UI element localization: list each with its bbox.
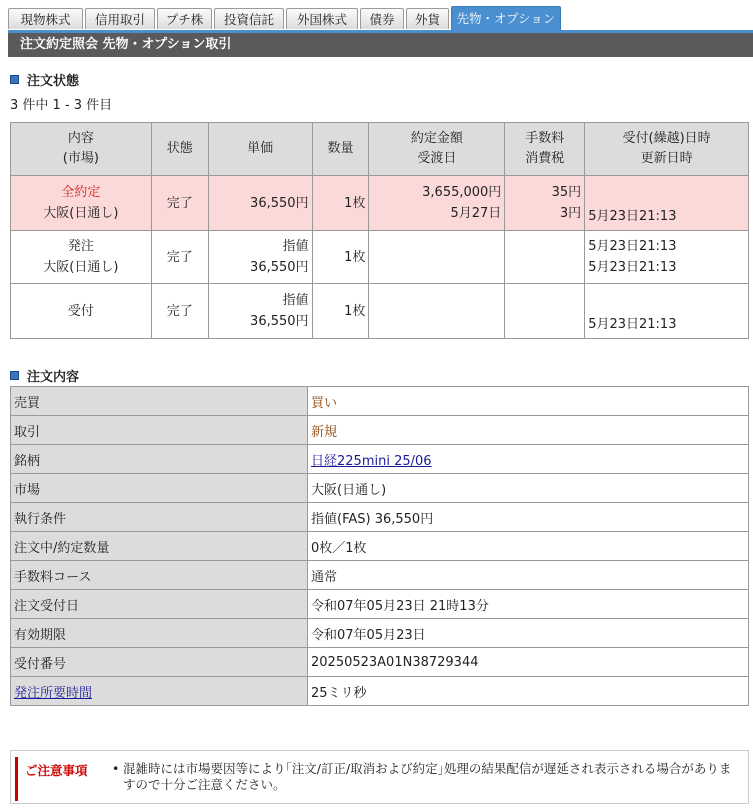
order-status-heading-text: 注文状態 xyxy=(27,74,80,89)
detail-row-expiry xyxy=(11,619,749,648)
detail-label xyxy=(11,677,308,706)
row-amount: 3,655,000円 5月27日 xyxy=(369,176,505,231)
row-qty: 1枚 xyxy=(312,284,369,339)
notice-box xyxy=(10,750,749,804)
detail-label: 売買 xyxy=(11,387,308,416)
row-qty: 1枚 xyxy=(312,231,369,284)
row-received: 5月23日21:13 5月23日21:13 xyxy=(585,231,749,284)
tab-margin-trading[interactable]: 信用取引 xyxy=(85,8,155,29)
row-status: 完了 xyxy=(151,176,208,231)
row-status: 完了 xyxy=(151,231,208,284)
header-qty: 数量 xyxy=(312,123,369,176)
row-price: 36,550円 xyxy=(208,176,312,231)
bullet-icon: • xyxy=(112,761,120,776)
detail-row-quantity xyxy=(11,532,749,561)
tab-investment-trusts[interactable]: 投資信託 xyxy=(214,8,284,29)
order-detail-heading-text: 注文内容 xyxy=(27,370,80,385)
order-status-table xyxy=(10,122,749,339)
row-amount xyxy=(369,284,505,339)
symbol-link[interactable]: 日経225mini 25/06 xyxy=(311,453,432,469)
detail-value: 0枚／1枚 xyxy=(308,532,749,561)
detail-value: 令和07年05月23日 21時13分 xyxy=(308,590,749,619)
row-status: 完了 xyxy=(151,284,208,339)
detail-row-fee-course xyxy=(11,561,749,590)
row-content: 受付 xyxy=(11,284,152,339)
detail-label: 注文受付日 xyxy=(11,590,308,619)
row-fee xyxy=(505,231,585,284)
page-title: 注文約定照会 先物・オプション取引 xyxy=(8,30,753,57)
latency-help-link[interactable]: 発注所要時間 xyxy=(14,685,93,701)
order-detail-table xyxy=(10,386,749,706)
detail-value: 通常 xyxy=(308,561,749,590)
notice-text-body: 混雑時には市場要因等により｢注文/訂正/取消および約定｣処理の結果配信が遅延され表示される場合がありますので十分ご注意ください。 xyxy=(123,761,732,792)
detail-value: 買い xyxy=(308,387,749,416)
notice-title: ご注意事項 xyxy=(25,763,88,778)
row-fee: 35円 3円 xyxy=(505,176,585,231)
tab-foreign-currency[interactable]: 外貨 xyxy=(406,8,449,29)
detail-label: 取引 xyxy=(11,416,308,445)
header-price: 単価 xyxy=(208,123,312,176)
detail-row-symbol xyxy=(11,445,749,474)
detail-row-side xyxy=(11,387,749,416)
table-header-row xyxy=(11,123,749,176)
table-row xyxy=(11,284,749,339)
detail-value: 25ミリ秒 xyxy=(308,677,749,706)
detail-row-market xyxy=(11,474,749,503)
row-content: 全約定 大阪(日通し) xyxy=(11,176,152,231)
result-count: 3 件中 1 - 3 件目 xyxy=(10,98,113,113)
row-fee xyxy=(505,284,585,339)
detail-label: 執行条件 xyxy=(11,503,308,532)
row-price: 指値 36,550円 xyxy=(208,284,312,339)
detail-value: 新規 xyxy=(308,416,749,445)
square-bullet-icon xyxy=(10,75,19,84)
detail-label: 市場 xyxy=(11,474,308,503)
detail-row-receipt-no xyxy=(11,648,749,677)
order-status-heading xyxy=(10,70,79,89)
detail-value: 大阪(日通し) xyxy=(308,474,749,503)
row-price: 指値 36,550円 xyxy=(208,231,312,284)
detail-value: 指値(FAS) 36,550円 xyxy=(308,503,749,532)
tab-petit-stocks[interactable]: プチ株 xyxy=(157,8,212,29)
table-row xyxy=(11,176,749,231)
detail-label: 手数料コース xyxy=(11,561,308,590)
detail-row-condition xyxy=(11,503,749,532)
square-bullet-icon xyxy=(10,371,19,380)
header-received: 受付(繰越)日時 更新日時 xyxy=(585,123,749,176)
header-status: 状態 xyxy=(151,123,208,176)
row-content: 発注 大阪(日通し) xyxy=(11,231,152,284)
detail-value: 20250523A01N38729344 xyxy=(308,648,749,677)
notice-text xyxy=(112,761,743,793)
detail-row-order-date xyxy=(11,590,749,619)
row-received: 5月23日21:13 xyxy=(585,284,749,339)
header-amount: 約定金額 受渡日 xyxy=(369,123,505,176)
detail-row-latency xyxy=(11,677,749,706)
header-fee: 手数料 消費税 xyxy=(505,123,585,176)
row-amount xyxy=(369,231,505,284)
row-received: 5月23日21:13 xyxy=(585,176,749,231)
detail-label: 注文中/約定数量 xyxy=(11,532,308,561)
tab-foreign-stocks[interactable]: 外国株式 xyxy=(286,8,358,29)
tab-futures-options[interactable]: 先物・オプション xyxy=(451,6,561,30)
tab-spot-stocks[interactable]: 現物株式 xyxy=(8,8,83,29)
detail-label: 有効期限 xyxy=(11,619,308,648)
table-row xyxy=(11,231,749,284)
order-detail-heading xyxy=(10,366,79,385)
tab-bonds[interactable]: 債券 xyxy=(360,8,404,29)
row-qty: 1枚 xyxy=(312,176,369,231)
header-content: 内容 (市場) xyxy=(11,123,152,176)
detail-label: 銘柄 xyxy=(11,445,308,474)
detail-row-trade xyxy=(11,416,749,445)
detail-value xyxy=(308,445,749,474)
detail-label: 受付番号 xyxy=(11,648,308,677)
detail-value: 令和07年05月23日 xyxy=(308,619,749,648)
notice-accent-bar xyxy=(15,757,18,801)
